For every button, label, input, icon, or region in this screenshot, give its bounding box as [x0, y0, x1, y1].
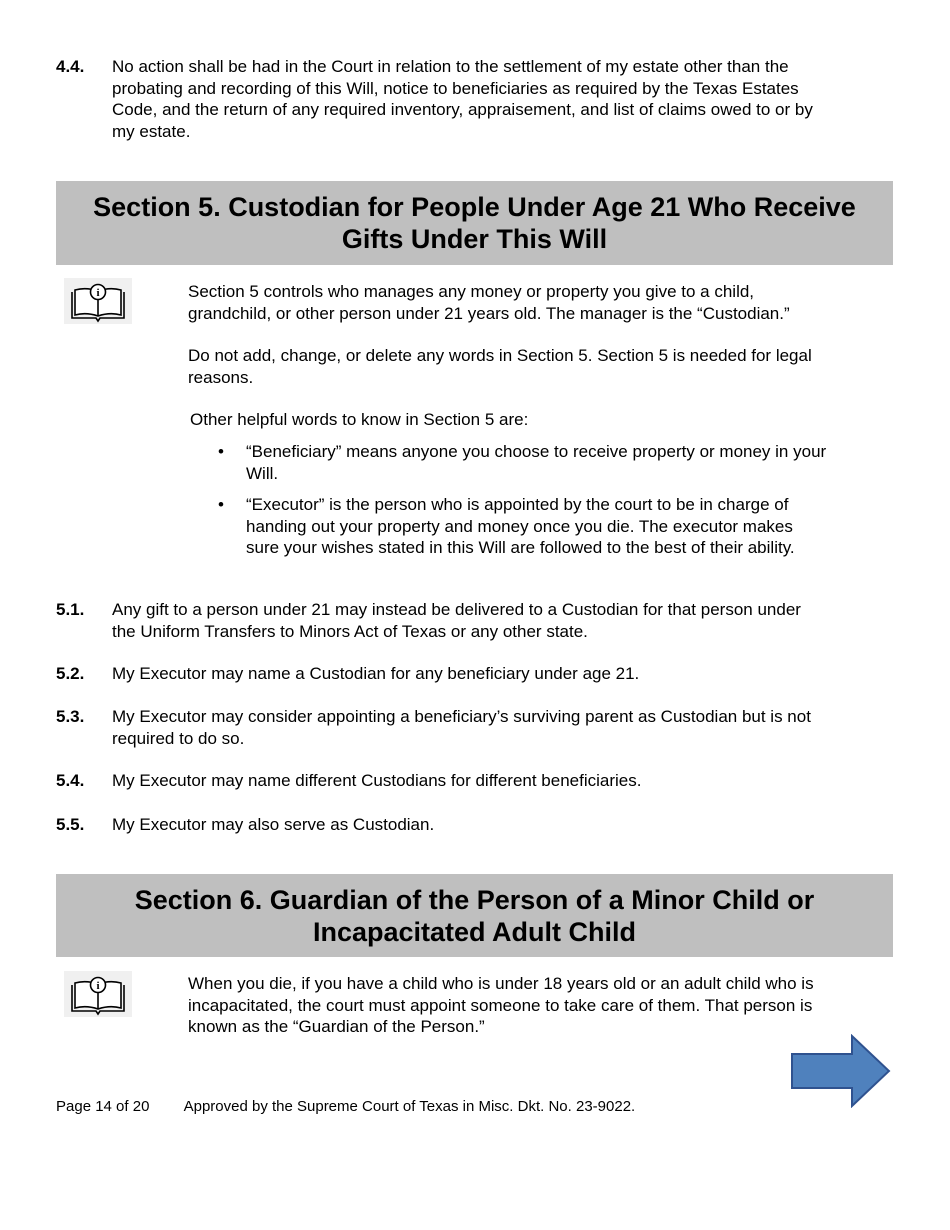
clause-line: the Uniform Transfers to Minors Act of Texas or any other state.: [112, 621, 588, 641]
section-title-line: Section 6. Guardian of the Person of a Minor Child or: [134, 885, 815, 915]
section-title-line: Incapacitated Adult Child: [312, 917, 637, 947]
info-line: reasons.: [188, 367, 254, 387]
clause-text: [112, 599, 892, 642]
info-line: Section 5 controls who manages any money or property you give to a child,: [188, 282, 755, 301]
clause-text: [112, 814, 892, 836]
svg-text:i: i: [96, 980, 100, 992]
section-5-heading: [56, 181, 893, 265]
info-line: When you die, if you have a child who is under 18 years old or an adult child who is: [188, 974, 814, 993]
clause-number: 4.4.: [56, 57, 85, 76]
bullet-beneficiary: [188, 441, 888, 484]
clause-number: 5.5.: [56, 815, 85, 834]
bullet-line: Will.: [246, 463, 279, 483]
clause-5-3: [56, 706, 892, 749]
bullet-icon: •: [218, 442, 224, 461]
clause-5-1: [56, 599, 892, 642]
bullet-executor: [188, 494, 888, 559]
bullet-line: “Executor” is the person who is appointed by the court to be in charge of: [246, 495, 789, 514]
clause-line: probating and recording of this Will, notice to beneficiaries as required by the Texas Estates: [112, 78, 799, 98]
clause-number: 5.3.: [56, 707, 85, 726]
clause-text: [112, 770, 892, 792]
clause-line: required to do so.: [112, 728, 245, 748]
clause-text: [112, 663, 892, 685]
info-line: known as the “Guardian of the Person.”: [188, 1017, 485, 1036]
section-5-info-p3: Other helpful words to know in Section 5 are:: [190, 410, 529, 429]
clause-5-4: [56, 770, 892, 792]
section-6-info-p1: [188, 973, 888, 1038]
page-number: Page 14 of 20: [56, 1098, 150, 1115]
bullet-line: sure your wishes stated in this Will are followed to the best of their ability.: [246, 538, 795, 557]
clause-line: my estate.: [112, 121, 191, 141]
clause-line: My Executor may also serve as Custodian.: [112, 815, 435, 834]
clause-5-2: [56, 663, 892, 685]
info-book-icon: [64, 971, 132, 1017]
clause-text: [112, 706, 892, 749]
clause-5-5: [56, 814, 892, 836]
clause-number: 5.2.: [56, 664, 85, 683]
info-line: incapacitated, the court must appoint someone to take care of them. That person is: [188, 995, 813, 1015]
section-title-line: Gifts Under This Will: [341, 224, 608, 254]
clause-4-4: [56, 56, 892, 142]
clause-line: My Executor may name a Custodian for any beneficiary under age 21.: [112, 664, 640, 683]
clause-number: 5.1.: [56, 600, 85, 619]
bullet-text: [246, 494, 888, 559]
bullet-text: [246, 441, 888, 484]
bullet-line: handing out your property and money once you die. The executor makes: [246, 516, 793, 536]
bullet-line: “Beneficiary” means anyone you choose to receive property or money in your: [246, 442, 827, 461]
clause-text: [112, 56, 892, 142]
page-footer: [56, 1098, 635, 1116]
clause-line: Any gift to a person under 21 may instead be delivered to a Custodian for that person under: [112, 600, 801, 619]
info-line: Do not add, change, or delete any words in Section 5. Section 5 is needed for legal: [188, 346, 812, 365]
right-arrow-icon[interactable]: [790, 1034, 892, 1113]
clause-line: My Executor may name different Custodians for different beneficiaries.: [112, 771, 642, 790]
section-5-info-p1: [188, 281, 888, 324]
clause-line: Code, and the return of any required inventory, appraisement, and list of claims owed to or by: [112, 100, 813, 119]
svg-text:i: i: [96, 287, 100, 299]
clause-number: 5.4.: [56, 771, 85, 790]
bullet-icon: •: [218, 495, 224, 514]
clause-line: No action shall be had in the Court in relation to the settlement of my estate other than the: [112, 57, 789, 76]
info-line: grandchild, or other person under 21 years old. The manager is the “Custodian.”: [188, 303, 790, 323]
section-6-heading: [56, 874, 893, 957]
approval-note: Approved by the Supreme Court of Texas in Misc. Dkt. No. 23-9022.: [183, 1098, 636, 1115]
section-5-info-p2: [188, 345, 888, 388]
info-book-icon: [64, 278, 132, 324]
section-title-line: Section 5. Custodian for People Under Age 21 Who Receive: [93, 192, 856, 222]
clause-line: My Executor may consider appointing a beneficiary’s surviving parent as Custodian but is not: [112, 707, 811, 726]
